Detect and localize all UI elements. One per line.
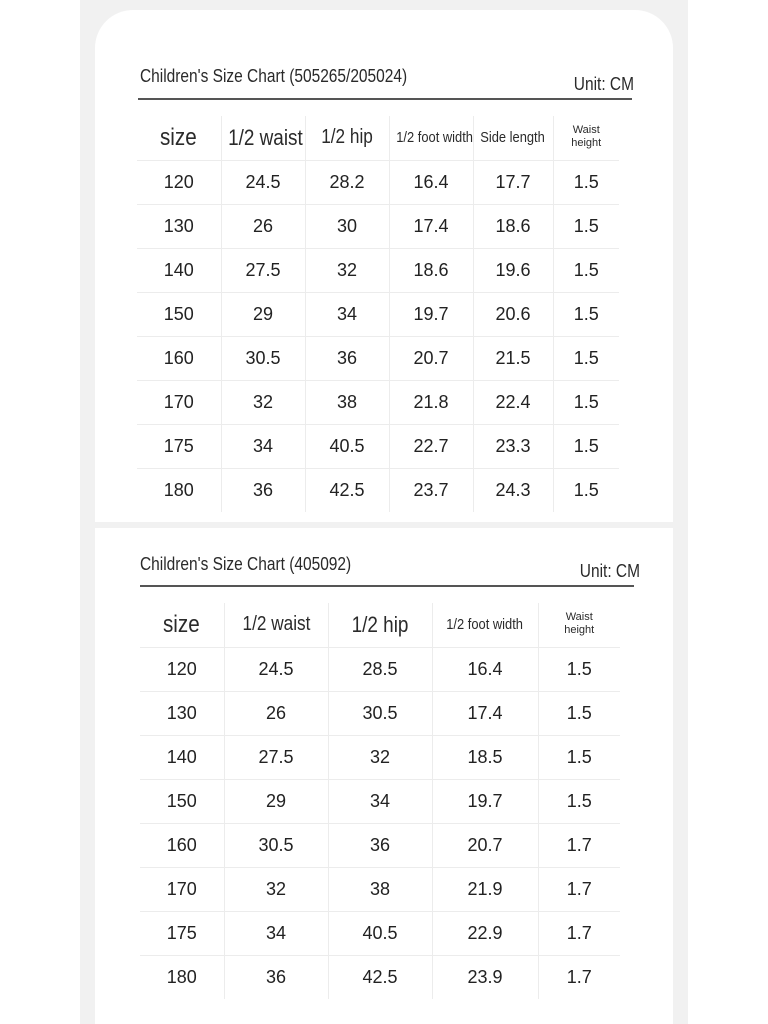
table-cell: 30.5 bbox=[221, 336, 305, 380]
table-cell: 36 bbox=[221, 468, 305, 512]
column-header-foot-width: 1/2 foot width bbox=[432, 603, 538, 647]
table-cell: 34 bbox=[328, 779, 432, 823]
table-cell: 1.7 bbox=[538, 823, 620, 867]
table-row bbox=[137, 160, 619, 204]
table-cell: 40.5 bbox=[328, 911, 432, 955]
table-cell: 1.5 bbox=[538, 647, 620, 691]
table-cell: 36 bbox=[305, 336, 389, 380]
table-cell: 16.4 bbox=[389, 160, 473, 204]
table-cell: 20.6 bbox=[473, 292, 553, 336]
table-cell: 34 bbox=[221, 424, 305, 468]
table-cell: 175 bbox=[140, 911, 224, 955]
table-cell: 32 bbox=[221, 380, 305, 424]
table-cell: 17.7 bbox=[473, 160, 553, 204]
table-cell: 18.5 bbox=[432, 735, 538, 779]
table-cell: 21.5 bbox=[473, 336, 553, 380]
table-cell: 150 bbox=[137, 292, 221, 336]
table-cell: 40.5 bbox=[305, 424, 389, 468]
table-row bbox=[137, 424, 619, 468]
table-cell: 20.7 bbox=[389, 336, 473, 380]
table-cell: 1.5 bbox=[553, 424, 619, 468]
table-cell: 140 bbox=[140, 735, 224, 779]
table-cell: 17.4 bbox=[389, 204, 473, 248]
table-cell: 32 bbox=[224, 867, 328, 911]
table-cell: 1.5 bbox=[538, 691, 620, 735]
table-cell: 120 bbox=[140, 647, 224, 691]
table-cell: 19.7 bbox=[432, 779, 538, 823]
column-header-waist: 1/2 waist bbox=[221, 116, 305, 160]
column-header-waist-height: Waist height bbox=[553, 116, 619, 160]
table-cell: 150 bbox=[140, 779, 224, 823]
table-cell: 30.5 bbox=[328, 691, 432, 735]
table-row bbox=[137, 380, 619, 424]
table-cell: 120 bbox=[137, 160, 221, 204]
table-row bbox=[140, 691, 620, 735]
table-row bbox=[140, 867, 620, 911]
table-cell: 22.7 bbox=[389, 424, 473, 468]
table-cell: 24.5 bbox=[221, 160, 305, 204]
table-cell: 21.8 bbox=[389, 380, 473, 424]
table-cell: 140 bbox=[137, 248, 221, 292]
table-cell: 19.6 bbox=[473, 248, 553, 292]
table-cell: 38 bbox=[305, 380, 389, 424]
column-header-hip: 1/2 hip bbox=[328, 603, 432, 647]
column-header-waist: 1/2 waist bbox=[224, 603, 328, 647]
column-header-size: size bbox=[163, 610, 201, 638]
table-cell: 1.7 bbox=[538, 867, 620, 911]
title-divider-2 bbox=[140, 585, 634, 587]
column-header-size: size bbox=[160, 123, 198, 151]
table-cell: 18.6 bbox=[389, 248, 473, 292]
table-cell: 180 bbox=[140, 955, 224, 999]
table-cell: 29 bbox=[224, 779, 328, 823]
table-row bbox=[137, 336, 619, 380]
table-cell: 1.5 bbox=[553, 292, 619, 336]
table-cell: 20.7 bbox=[432, 823, 538, 867]
table-cell: 1.5 bbox=[538, 779, 620, 823]
table-cell: 42.5 bbox=[305, 468, 389, 512]
table-cell: 130 bbox=[137, 204, 221, 248]
table-row bbox=[140, 911, 620, 955]
table-cell: 23.7 bbox=[389, 468, 473, 512]
table-cell: 160 bbox=[137, 336, 221, 380]
table-cell: 34 bbox=[224, 911, 328, 955]
table-header-row bbox=[137, 116, 619, 160]
table-cell: 1.5 bbox=[553, 380, 619, 424]
table-row bbox=[137, 204, 619, 248]
size-chart-title-2: Children's Size Chart (405092) bbox=[140, 554, 352, 574]
title-divider-1 bbox=[138, 98, 632, 100]
column-header-hip: 1/2 hip bbox=[305, 116, 389, 160]
table-row bbox=[137, 292, 619, 336]
table-cell: 24.5 bbox=[224, 647, 328, 691]
table-cell: 1.5 bbox=[553, 204, 619, 248]
table-cell: 1.7 bbox=[538, 911, 620, 955]
table-cell: 1.5 bbox=[553, 248, 619, 292]
column-header-waist-height: Waist height bbox=[538, 603, 620, 647]
table-row bbox=[140, 955, 620, 999]
table-cell: 18.6 bbox=[473, 204, 553, 248]
table-cell: 42.5 bbox=[328, 955, 432, 999]
table-cell: 130 bbox=[140, 691, 224, 735]
table-cell: 1.5 bbox=[553, 468, 619, 512]
size-table-2 bbox=[140, 603, 620, 999]
table-cell: 28.2 bbox=[305, 160, 389, 204]
table-row bbox=[140, 647, 620, 691]
table-cell: 23.9 bbox=[432, 955, 538, 999]
table-cell: 1.7 bbox=[538, 955, 620, 999]
table-cell: 36 bbox=[328, 823, 432, 867]
table-cell: 24.3 bbox=[473, 468, 553, 512]
table-cell: 30.5 bbox=[224, 823, 328, 867]
table-cell: 38 bbox=[328, 867, 432, 911]
unit-label-1: Unit: CM bbox=[573, 74, 634, 94]
table-cell: 27.5 bbox=[224, 735, 328, 779]
table-cell: 170 bbox=[137, 380, 221, 424]
table-row bbox=[137, 248, 619, 292]
table-cell: 26 bbox=[224, 691, 328, 735]
table-cell: 26 bbox=[221, 204, 305, 248]
size-table-1 bbox=[137, 116, 619, 512]
table-cell: 36 bbox=[224, 955, 328, 999]
table-cell: 22.9 bbox=[432, 911, 538, 955]
table-header-row bbox=[140, 603, 620, 647]
table-cell: 1.5 bbox=[553, 336, 619, 380]
table-cell: 175 bbox=[137, 424, 221, 468]
table-cell: 21.9 bbox=[432, 867, 538, 911]
unit-label-2: Unit: CM bbox=[579, 561, 640, 581]
table-cell: 23.3 bbox=[473, 424, 553, 468]
table-row bbox=[140, 779, 620, 823]
table-cell: 27.5 bbox=[221, 248, 305, 292]
table-cell: 32 bbox=[305, 248, 389, 292]
table-cell: 28.5 bbox=[328, 647, 432, 691]
table-cell: 32 bbox=[328, 735, 432, 779]
table-row bbox=[140, 735, 620, 779]
table-row bbox=[137, 468, 619, 512]
table-cell: 1.5 bbox=[553, 160, 619, 204]
table-cell: 22.4 bbox=[473, 380, 553, 424]
table-cell: 180 bbox=[137, 468, 221, 512]
column-header-side-length: Side length bbox=[473, 116, 553, 160]
table-cell: 1.5 bbox=[538, 735, 620, 779]
table-cell: 34 bbox=[305, 292, 389, 336]
table-cell: 16.4 bbox=[432, 647, 538, 691]
column-header-foot-width: 1/2 foot width bbox=[389, 116, 473, 160]
table-row bbox=[140, 823, 620, 867]
table-cell: 160 bbox=[140, 823, 224, 867]
table-cell: 170 bbox=[140, 867, 224, 911]
table-cell: 19.7 bbox=[389, 292, 473, 336]
table-cell: 30 bbox=[305, 204, 389, 248]
table-cell: 17.4 bbox=[432, 691, 538, 735]
size-chart-title-1: Children's Size Chart (505265/205024) bbox=[140, 66, 408, 86]
table-cell: 29 bbox=[221, 292, 305, 336]
